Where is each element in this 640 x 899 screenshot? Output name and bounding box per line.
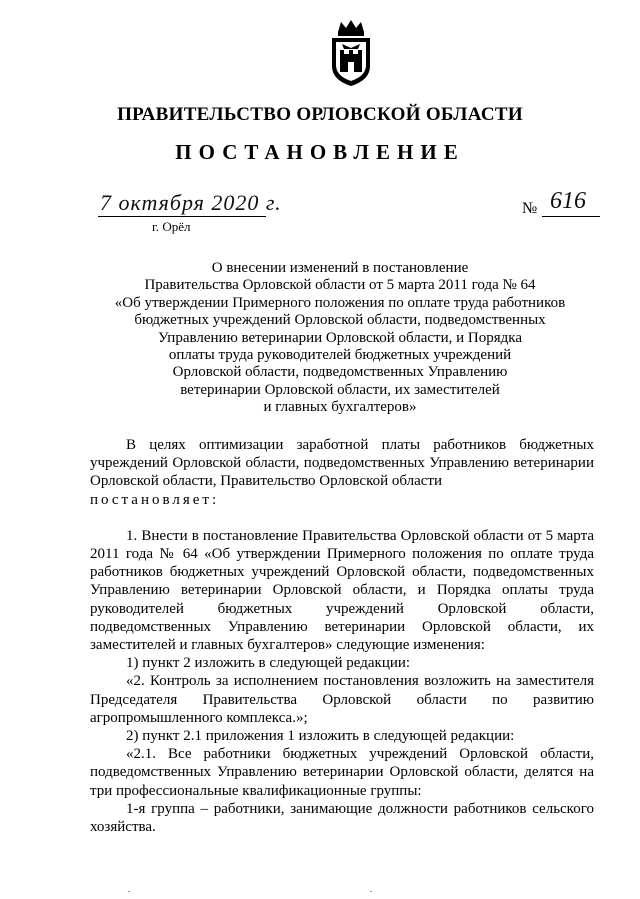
scan-speck: . bbox=[128, 885, 130, 894]
number-underline bbox=[542, 216, 600, 217]
preamble-paragraph: В целях оптимизации заработной платы работников бюджетных учреждений Орловской области, подведомственных Управлению ветеринарии Орловской области, Правительство Орловской области bbox=[90, 437, 594, 490]
item-1-paragraph: 1. Внести в постановление Правительства Орловской области от 5 марта 2011 года № 64 «Об утверждении Примерного положения по оплате труда работников бюджетных учреждений Орловской области, подведомственных Управлению ветеринарии Орловской области, и Порядка оплаты труда руководителей бюджетных учреждений Орловской области, подведомственных Управлению ветеринарии Орловской области, их заместителей и главных бухгалтеров» следующие изменения: bbox=[90, 527, 594, 654]
date-underline bbox=[98, 216, 266, 217]
subitem-2-heading: 2) пункт 2.1 приложения 1 изложить в следующей редакции: bbox=[126, 728, 515, 745]
title-line: Управлению ветеринарии Орловской области, и Порядка bbox=[158, 329, 522, 346]
subitem-1-heading: 1) пункт 2 изложить в следующей редакции: bbox=[126, 655, 411, 672]
handwritten-number: 616 bbox=[550, 188, 586, 214]
group-1-paragraph: 1-я группа – работники, занимающие должности работников сельского хозяйства. bbox=[90, 800, 594, 836]
city-label: г. Орёл bbox=[152, 219, 191, 234]
document-type-heading: ПОСТАНОВЛЕНИЕ bbox=[175, 140, 465, 164]
title-line: ветеринарии Орловской области, их заместителей bbox=[180, 381, 500, 398]
title-line: и главных бухгалтеров» bbox=[263, 399, 417, 416]
title-line: оплаты труда руководителей бюджетных учреждений bbox=[168, 347, 512, 364]
scan-speck: . bbox=[370, 885, 372, 894]
handwritten-date: 7 октября 2020 г. bbox=[100, 190, 282, 215]
decree-body bbox=[90, 436, 594, 836]
number-label: № bbox=[522, 200, 538, 217]
title-line: бюджетных учреждений Орловской области, подведомственных bbox=[134, 312, 546, 329]
subitem-2-text: «2.1. Все работники бюджетных учреждений Орловской области, подведомственных Управлению ветеринарии Орловской области, делятся на три профессиональные квалификационные группы: bbox=[90, 746, 594, 799]
resolves-word: постановляет: bbox=[90, 491, 220, 508]
decree-title bbox=[60, 260, 620, 417]
title-line: О внесении изменений в постановление bbox=[211, 260, 469, 276]
title-line: Орловской области, подведомственных Управлению bbox=[172, 364, 508, 381]
title-line: Правительства Орловской области от 5 марта 2011 года № 64 bbox=[144, 277, 536, 294]
government-heading: ПРАВИТЕЛЬСТВО ОРЛОВСКОЙ ОБЛАСТИ bbox=[117, 104, 523, 125]
title-line: «Об утверждении Примерного положения по оплате труда работников bbox=[114, 294, 566, 311]
orel-coat-of-arms-icon bbox=[328, 18, 374, 88]
subitem-1-text: «2. Контроль за исполнением постановления возложить на заместителя Председателя Правительства Орловской области по развитию агропромышленного комплекса.»; bbox=[90, 673, 594, 726]
